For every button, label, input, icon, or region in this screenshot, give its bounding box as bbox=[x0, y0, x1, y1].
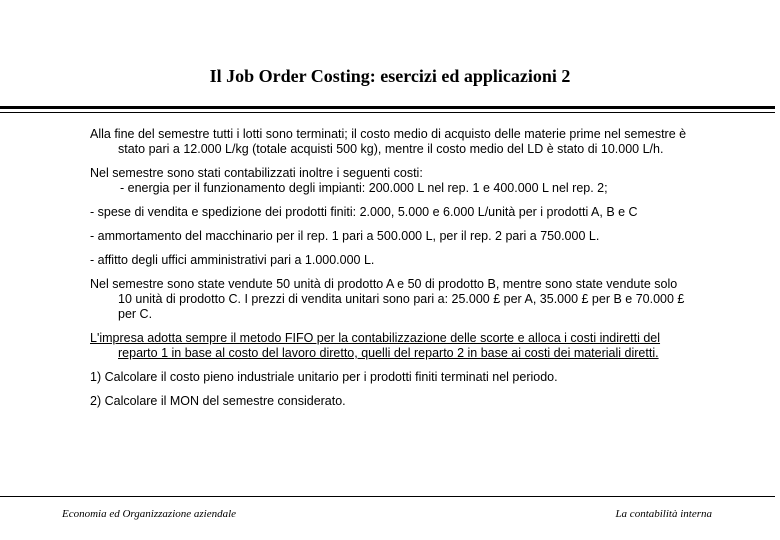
costi-energia: - energia per il funzionamento degli impianti: 200.000 L nel rep. 1 e 400.000 L nel rep. 2; bbox=[120, 181, 608, 195]
question-1: 1) Calcolare il costo pieno industriale unitario per i prodotti finiti terminati nel periodo. bbox=[90, 370, 558, 384]
footer-divider bbox=[0, 496, 775, 497]
paragraph-vendite: Nel semestre sono state vendute 50 unità di prodotto A e 50 di prodotto B, mentre sono state vendute solo 10 unità di prodotto C. I prezzi di vendita unitari sono pari a: 25.000 £ per A, 35.000 £ per B e 70.000 £ per C. bbox=[90, 277, 685, 321]
paragraph-ammortamento: - ammortamento del macchinario per il rep. 1 pari a 500.000 L, per il rep. 2 pari a 750.000 L. bbox=[90, 229, 600, 243]
paragraph-metodo-fifo: L'impresa adotta sempre il metodo FIFO per la contabilizzazione delle scorte e alloca i costi indiretti del reparto 1 in base al costo del lavoro diretto, quelli del reparto 2 in base ai costi dei materiali diretti. bbox=[90, 331, 661, 360]
question-2: 2) Calcolare il MON del semestre considerato. bbox=[90, 394, 346, 408]
footer-course-name: Economia ed Organizzazione aziendale bbox=[62, 508, 237, 520]
title-divider-thin bbox=[0, 112, 775, 113]
paragraph-lotti: Alla fine del semestre tutti i lotti sono terminati; il costo medio di acquisto delle materie prime nel semestre è stato pari a 12.000 L/kg (totale acquisti 500 kg), mentre il costo medio del LD è stato di 10.000 L/h. bbox=[90, 127, 687, 156]
exercise-text bbox=[90, 127, 690, 418]
paragraph-spese-vendita: - spese di vendita e spedizione dei prodotti finiti: 2.000, 5.000 e 6.000 L/unità per i prodotti A, B e C bbox=[90, 205, 638, 219]
paragraph-costi bbox=[90, 166, 690, 196]
title-divider-thick bbox=[0, 106, 775, 109]
costi-intro: Nel semestre sono stati contabilizzati inoltre i seguenti costi: bbox=[90, 166, 423, 180]
paragraph-affitto: - affitto degli uffici amministrativi pari a 1.000.000 L. bbox=[90, 253, 375, 267]
slide-title: Il Job Order Costing: esercizi ed applicazioni 2 bbox=[209, 66, 571, 86]
footer-topic: La contabilità interna bbox=[615, 508, 712, 520]
